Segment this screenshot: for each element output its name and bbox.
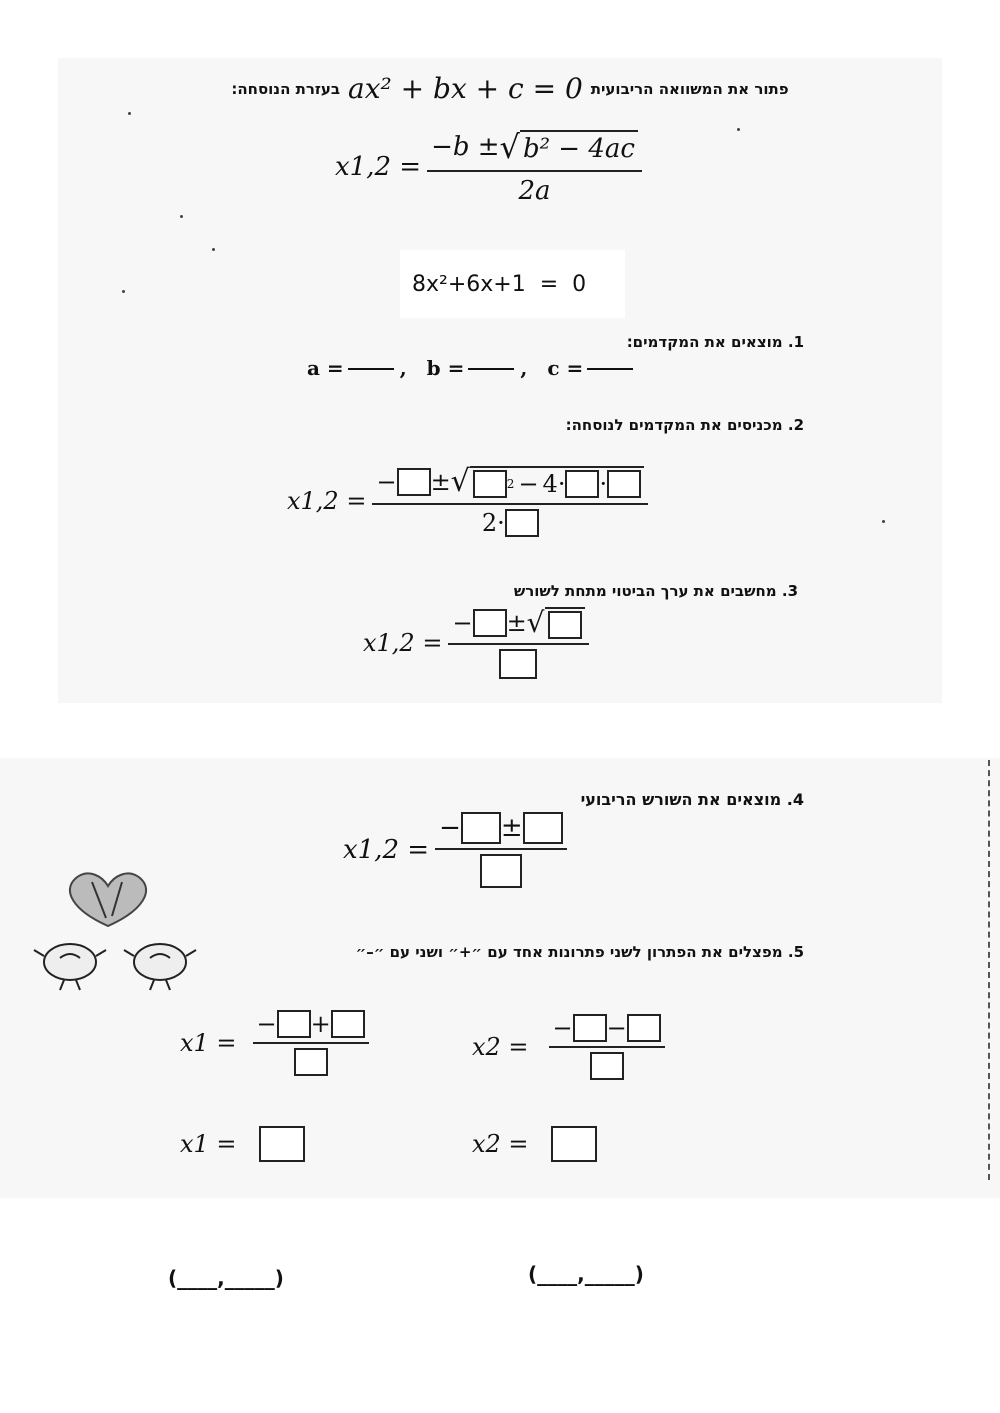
input-box-a[interactable]	[565, 470, 599, 498]
speck	[128, 112, 131, 115]
step-2-text: מכניסים את המקדמים לנוסחה:	[565, 416, 783, 434]
step-1-text: מוצאים את המקדמים:	[626, 333, 783, 351]
input-box-denominator[interactable]	[590, 1052, 624, 1080]
input-box-denominator[interactable]	[499, 649, 537, 679]
minus-sign: −	[439, 813, 461, 843]
coef-c-blank[interactable]	[587, 367, 633, 370]
speck	[737, 128, 740, 131]
x2-label: x2 =	[472, 1033, 529, 1061]
minus-sign: −	[452, 608, 473, 637]
step-3-formula	[363, 606, 589, 679]
answer-point-right[interactable]: (____,_____)	[528, 1262, 644, 1286]
formula-fraction	[427, 128, 642, 206]
input-box-minus-b[interactable]	[277, 1010, 311, 1038]
input-box-b-squared[interactable]	[473, 470, 507, 498]
step-5-number: 5.	[787, 943, 804, 961]
minus-sign: −	[256, 1010, 277, 1038]
minus-sign: −	[376, 467, 397, 496]
birds-icon	[30, 936, 200, 996]
minus-sign: −	[552, 1014, 573, 1042]
x2-answer-box[interactable]	[551, 1126, 597, 1162]
input-box-discriminant[interactable]	[548, 611, 582, 639]
step-2-number: 2.	[787, 416, 804, 434]
speck	[212, 248, 215, 251]
x1-label: x1 =	[180, 1029, 237, 1057]
x1-answer-box[interactable]	[259, 1126, 305, 1162]
step-2-fraction	[372, 464, 648, 537]
input-box-denominator-a[interactable]	[505, 509, 539, 537]
step-2	[566, 416, 804, 434]
step-1-number: 1.	[787, 333, 804, 351]
square-exponent: 2	[506, 476, 515, 491]
x2-label: x2 =	[472, 1130, 529, 1158]
step-2-sqrt: √ 2 − 4· ·	[451, 464, 644, 499]
plus-minus-sign: ±	[500, 813, 523, 843]
header-equation: ax² + bx + c = 0	[348, 72, 583, 105]
speck	[882, 520, 885, 523]
speck	[180, 215, 183, 218]
x1-label: x1 =	[180, 1130, 237, 1158]
given-equation: 8x²+6x+1 = 0	[412, 272, 587, 297]
step-4	[581, 790, 804, 809]
header-line	[205, 72, 815, 105]
step-1	[627, 333, 804, 351]
formula-lhs: x1,2 =	[335, 152, 422, 182]
coef-a-blank[interactable]	[348, 367, 394, 370]
coef-b-label: b =	[426, 356, 465, 380]
step-2-lhs: x1,2 =	[287, 486, 367, 515]
x1-final	[180, 1126, 305, 1162]
step-4-fraction	[435, 812, 567, 888]
coef-c-label: c =	[547, 356, 584, 380]
x2-final	[472, 1126, 597, 1162]
quadratic-formula	[335, 128, 642, 206]
coefficients-row: a = , b = , c =	[307, 356, 633, 380]
plus-minus-sign: ±	[430, 467, 451, 496]
x1-fraction	[253, 1010, 369, 1076]
minus-sign: −	[518, 469, 539, 498]
plus-minus-sign: ±	[506, 608, 527, 637]
step-3	[514, 582, 798, 600]
x2-fraction	[549, 1014, 665, 1080]
two-times: 2·	[481, 509, 505, 537]
header-text-after: בעזרת הנוסחה:	[231, 79, 341, 98]
step-3-text: מחשבים את ערך הביטוי מתחת לשורש	[513, 582, 777, 600]
input-box-denominator[interactable]	[480, 854, 522, 888]
formula-denominator: 2a	[518, 176, 551, 206]
step-3-lhs: x1,2 =	[363, 628, 443, 657]
coef-b-blank[interactable]	[468, 367, 514, 370]
step-3-number: 3.	[781, 582, 798, 600]
scan-edge	[988, 760, 992, 1180]
formula-numerator-prefix: −b ±	[431, 132, 500, 162]
plus-sign: +	[310, 1010, 331, 1038]
minus-sign: −	[606, 1014, 627, 1042]
step-4-text: מוצאים את השורש הריבועי	[580, 790, 782, 809]
four-times: 4·	[542, 469, 566, 498]
input-box-minus-b[interactable]	[461, 812, 501, 844]
step-5	[356, 943, 804, 961]
input-box-c[interactable]	[607, 470, 641, 498]
coef-a-label: a =	[307, 356, 344, 380]
formula-sqrt: √ b² − 4ac	[500, 128, 638, 166]
input-box-root[interactable]	[331, 1010, 365, 1038]
input-box-denominator[interactable]	[294, 1048, 328, 1076]
formula-radicand: b² − 4ac	[520, 130, 638, 164]
step-2-formula	[287, 464, 648, 537]
x1-fraction-formula	[180, 1010, 369, 1076]
step-5-text: מפצלים את הפתרון לשני פתרונות אחד עם ״+״ ושני עם ״–״	[355, 943, 783, 961]
x2-fraction-formula	[472, 1014, 665, 1080]
input-box-root[interactable]	[523, 812, 563, 844]
step-3-fraction: − ± √	[448, 606, 588, 679]
header-text-before: פתור את המשוואה הריבועית	[590, 79, 789, 98]
answer-point-left[interactable]: (____,_____)	[168, 1266, 284, 1290]
input-box-root[interactable]	[627, 1014, 661, 1042]
step-4-lhs: x1,2 =	[343, 835, 430, 865]
input-box-minus-b[interactable]	[573, 1014, 607, 1042]
step-4-number: 4.	[786, 790, 804, 809]
speck	[122, 290, 125, 293]
input-box-minus-b[interactable]	[473, 609, 507, 637]
step-4-formula	[343, 812, 567, 888]
input-box-b[interactable]	[397, 468, 431, 496]
hearts-icon	[62, 870, 154, 934]
